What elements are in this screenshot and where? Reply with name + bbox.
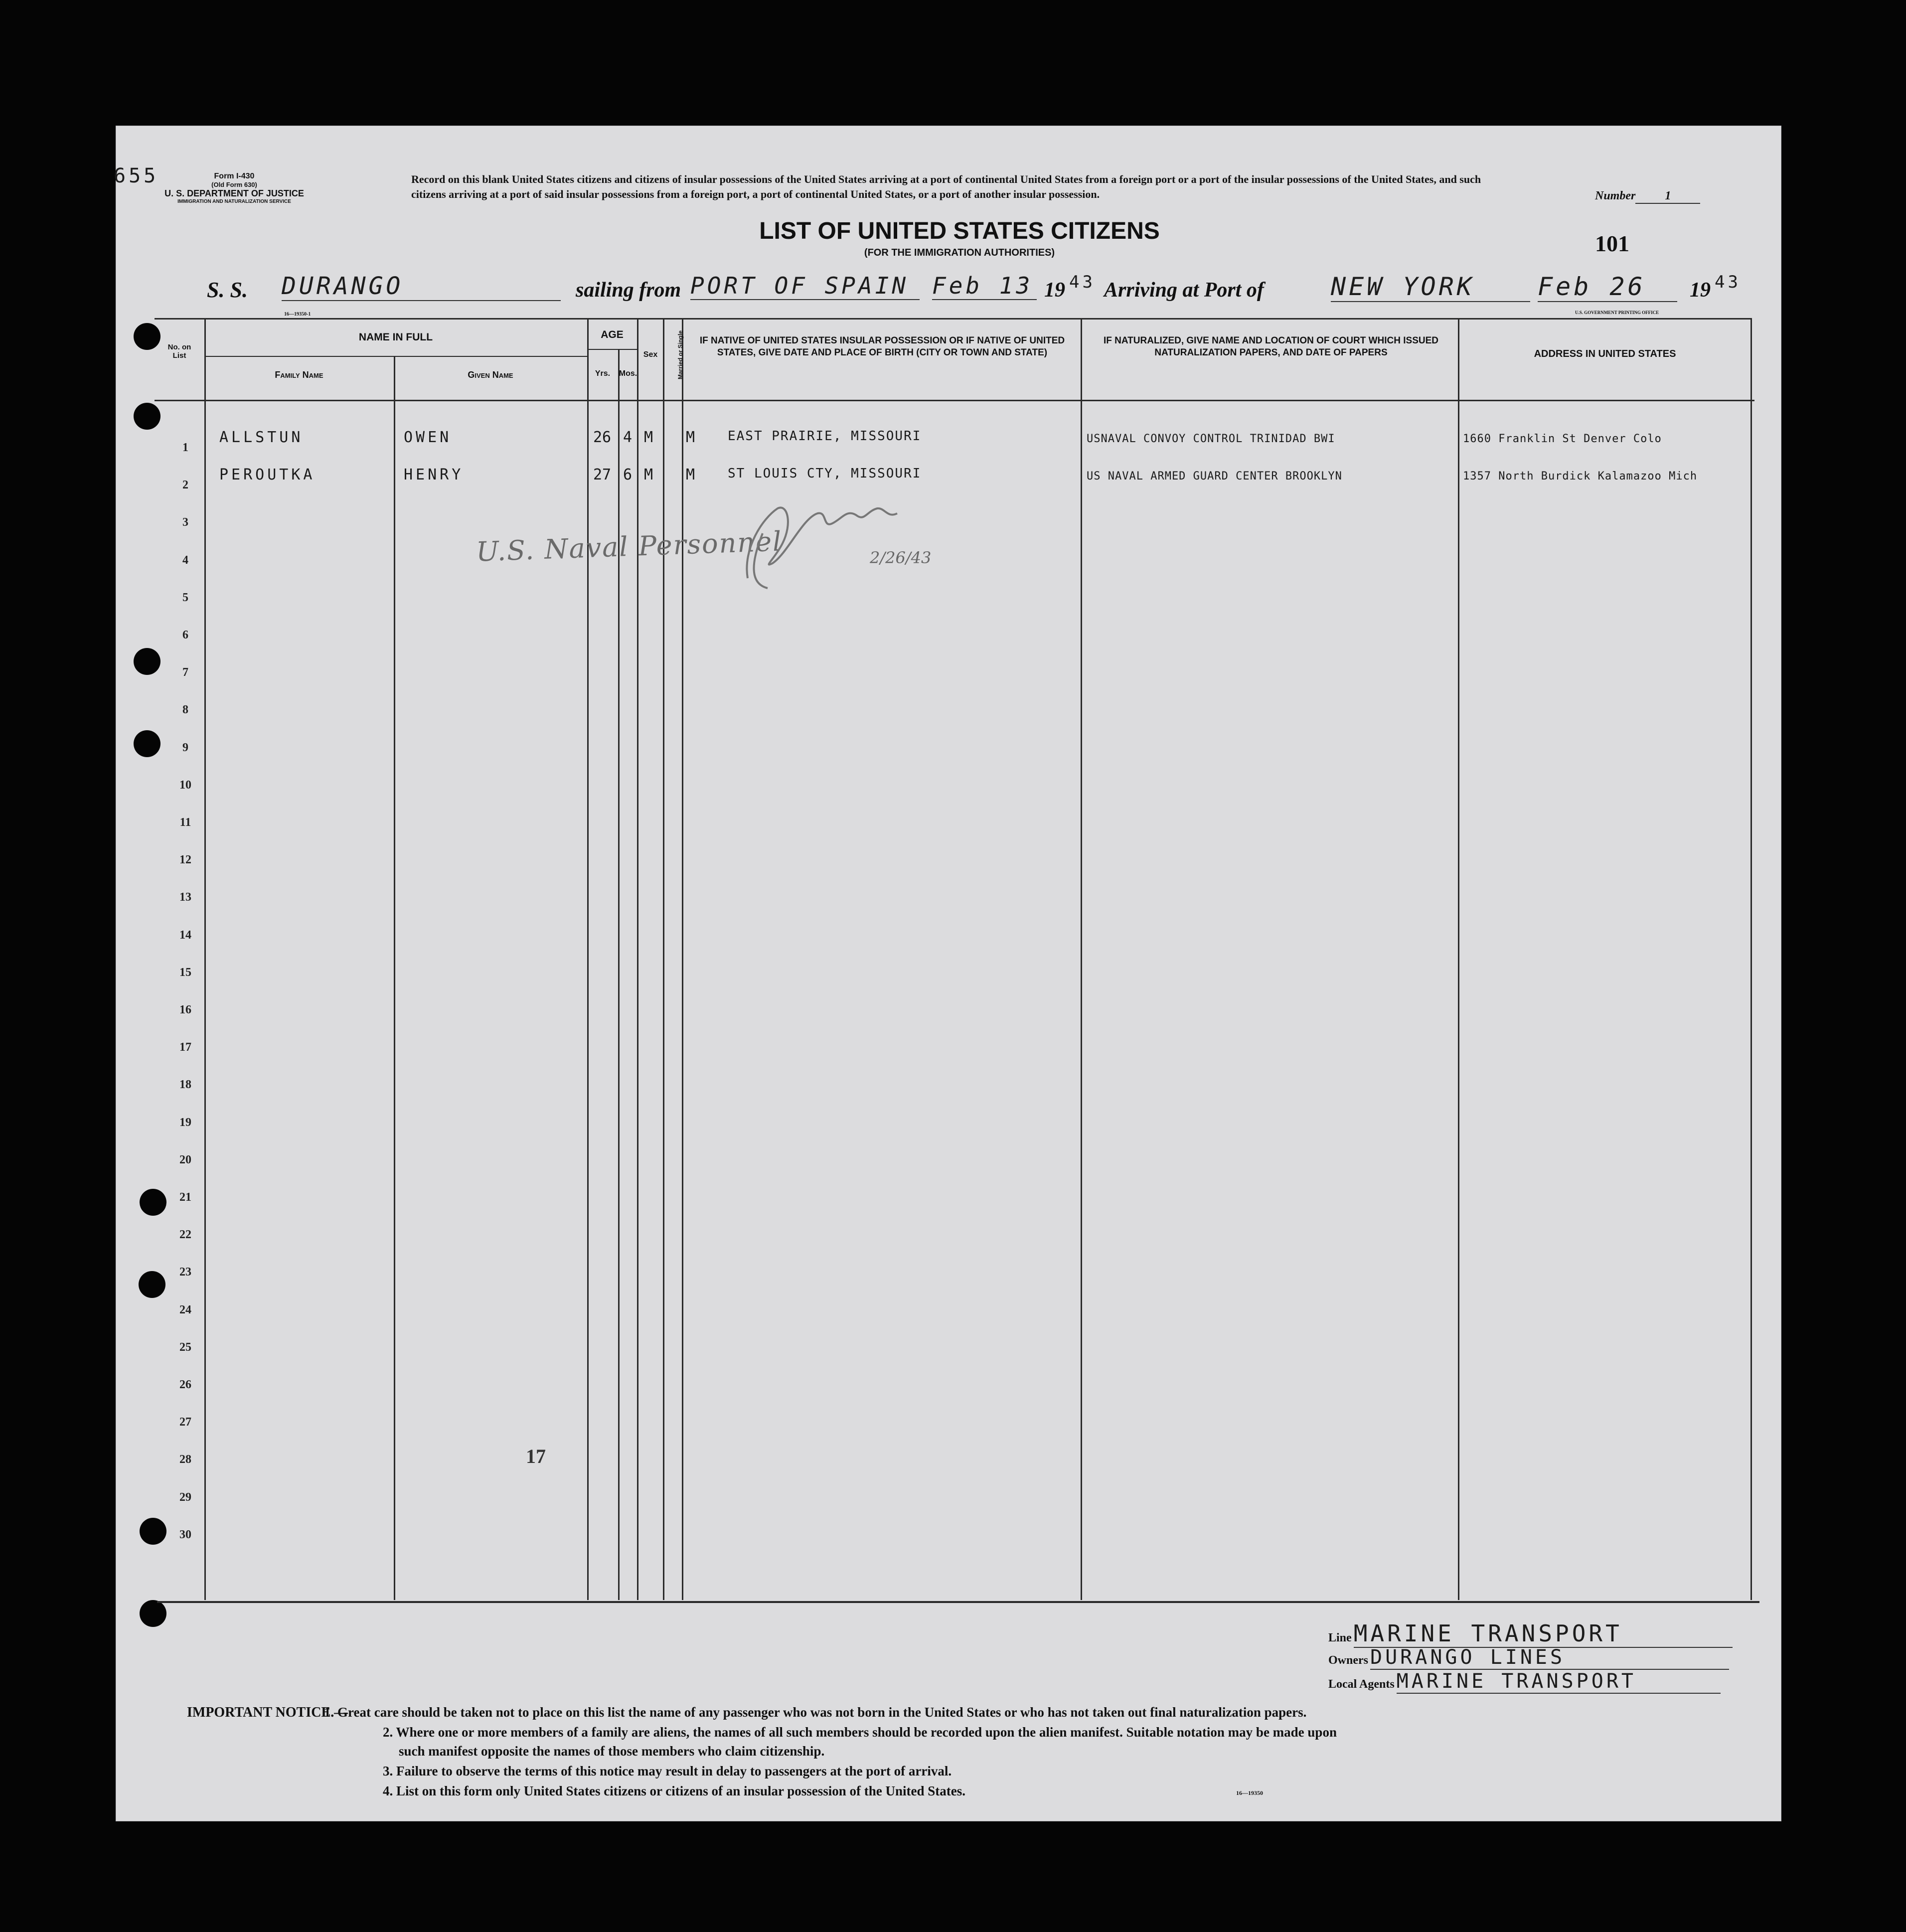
age-subheader-rule <box>587 349 637 350</box>
number-value: 1 <box>1635 189 1700 204</box>
row-number: 22 <box>179 1228 191 1242</box>
port-from: PORT OF SPAIN <box>690 272 920 300</box>
col-divider-sex <box>663 319 664 1600</box>
old-form: (Old Form 630) <box>211 181 257 188</box>
row-number: 8 <box>182 703 188 717</box>
corner-note: 655 <box>114 164 159 187</box>
age-months-cell: 4 <box>623 429 633 446</box>
sex-cell: M <box>644 466 653 484</box>
row-number: 12 <box>179 853 191 867</box>
col-divider-no <box>204 319 206 1600</box>
row-number: 19 <box>179 1116 191 1129</box>
address-cell: 1660 Franklin St Denver Colo <box>1463 433 1662 445</box>
row-number: 29 <box>179 1490 191 1504</box>
port-to: NEW YORK <box>1331 272 1530 302</box>
row-number: 4 <box>182 553 188 567</box>
form-number: Form I-430 <box>214 172 255 180</box>
col-divider-given <box>587 319 589 1600</box>
agents-value: MARINE TRANSPORT <box>1397 1670 1721 1694</box>
owners-field <box>1328 1646 1747 1670</box>
table-top-rule <box>155 318 1752 320</box>
header-no-on-list: No. on List <box>167 343 191 360</box>
row-number: 28 <box>179 1453 191 1466</box>
row-number: 11 <box>179 816 191 829</box>
sex-cell: M <box>644 429 653 446</box>
stamp-date: 2/26/43 <box>870 548 932 567</box>
department: U. S. DEPARTMENT OF JUSTICE <box>164 188 304 198</box>
col-divider-family <box>394 356 395 1600</box>
header-married-single: Married or Single <box>677 330 684 380</box>
name-subheader-rule <box>204 356 587 357</box>
row-number: 16 <box>179 1003 191 1016</box>
col-divider-mos <box>637 319 638 1600</box>
arriving-label: Arriving at Port of <box>1104 279 1264 302</box>
family-name-cell: PEROUTKA <box>219 466 316 484</box>
row-number: 3 <box>182 516 188 529</box>
row-number: 24 <box>179 1303 191 1316</box>
header-yrs: Yrs. <box>595 369 611 378</box>
row-number: 1 <box>182 441 188 454</box>
row-number: 5 <box>182 591 188 604</box>
depart-year: 43 <box>1069 272 1096 292</box>
page-number: 101 <box>1595 231 1629 256</box>
line-value: MARINE TRANSPORT <box>1354 1620 1733 1648</box>
line-field <box>1328 1620 1747 1648</box>
printing-office: U.S. GOVERNMENT PRINTING OFFICE <box>1575 310 1659 315</box>
row-number: 13 <box>179 891 191 904</box>
col-divider-naturalized <box>1458 319 1459 1600</box>
birthplace-cell: EAST PRAIRIE, MISSOURI <box>728 429 922 444</box>
row-number: 17 <box>179 1041 191 1054</box>
arrive-date: Feb 26 <box>1538 272 1677 302</box>
form-id-block <box>150 172 319 204</box>
notice-title: IMPORTANT NOTICE.— <box>187 1705 348 1720</box>
line-label: Line <box>1328 1631 1352 1644</box>
punch-hole <box>139 1271 165 1298</box>
header-family-name: Family Name <box>275 370 323 380</box>
header-given-name: Given Name <box>468 370 513 380</box>
family-name-cell: ALLSTUN <box>219 429 304 446</box>
service: IMMIGRATION AND NATURALIZATION SERVICE <box>177 199 291 204</box>
punch-hole <box>134 323 160 350</box>
row-number: 2 <box>182 479 188 492</box>
agents-field <box>1328 1670 1747 1694</box>
punch-hole <box>134 648 160 675</box>
notice-2: 2. Where one or more members of a family are aliens, the names of all such members should be recorded upon the alien manifest. Suitable notation may be made upon <box>383 1725 1337 1740</box>
owners-label: Owners <box>1328 1654 1368 1667</box>
header-address: ADDRESS IN UNITED STATES <box>1534 348 1676 359</box>
row-number: 15 <box>179 966 191 979</box>
page-title: LIST OF UNITED STATES CITIZENS <box>759 218 1160 244</box>
row-number: 20 <box>179 1153 191 1166</box>
age-months-cell: 6 <box>623 466 633 484</box>
row-number: 30 <box>179 1528 191 1541</box>
col-divider-address <box>1750 319 1752 1600</box>
header-mos: Mos. <box>619 369 637 378</box>
row-number: 6 <box>182 629 188 642</box>
arrive-year-prefix: 19 <box>1690 279 1711 302</box>
row-number: 25 <box>179 1340 191 1354</box>
marital-status-cell: M <box>686 429 695 446</box>
header-sex: Sex <box>643 350 658 359</box>
punch-hole <box>140 1189 166 1216</box>
notice-3: 3. Failure to observe the terms of this notice may result in delay to passengers at the port of arrival. <box>383 1764 952 1778</box>
row-number: 10 <box>179 778 191 792</box>
punch-hole <box>140 1600 166 1627</box>
row-number: 18 <box>179 1078 191 1092</box>
arrive-year: 43 <box>1715 272 1741 292</box>
row-number: 9 <box>182 741 188 754</box>
tally-number: 17 <box>526 1445 546 1467</box>
page-subtitle: (FOR THE IMMIGRATION AUTHORITIES) <box>864 247 1055 258</box>
age-years-cell: 26 <box>593 429 612 446</box>
row-number: 14 <box>179 928 191 942</box>
notice-2-cont: such manifest opposite the names of those members who claim citizenship. <box>399 1744 825 1759</box>
col-divider-birth <box>1081 319 1082 1600</box>
header-birth: IF NATIVE OF UNITED STATES INSULAR POSSESSION OR IF NATIVE OF UNITED STATES, GIVE DATE AND PLACE OF BIRTH (CITY OR TOWN AND STATE) <box>699 335 1065 358</box>
footer-code: 16—19350 <box>1236 1789 1263 1796</box>
naturalization-cell: USNAVAL CONVOY CONTROL TRINIDAD BWI <box>1087 433 1335 445</box>
naval-personnel-note: U.S. Naval Personnel <box>476 525 783 568</box>
ss-label: S. S. <box>207 278 248 302</box>
row-number: 21 <box>179 1191 191 1204</box>
col-divider-marital <box>682 319 683 1600</box>
row-number: 7 <box>182 666 188 679</box>
header-name-in-full: NAME IN FULL <box>358 331 433 343</box>
depart-year-prefix: 19 <box>1044 279 1065 302</box>
age-years-cell: 27 <box>593 466 612 484</box>
punch-hole <box>140 1518 166 1545</box>
voyage-line <box>207 272 1741 307</box>
table-bottom-rule <box>157 1601 1759 1603</box>
sailing-label: sailing from <box>576 279 681 302</box>
print-code: 16—19350-1 <box>284 312 311 317</box>
number-field <box>1595 189 1700 204</box>
notice-4: 4. List on this form only United States citizens or citizens of an insular possession of the United States. <box>383 1783 966 1798</box>
given-name-cell: OWEN <box>404 429 452 446</box>
agents-label: Local Agents <box>1328 1678 1395 1691</box>
inspector-signature <box>733 488 912 598</box>
instructions: Record on this blank United States citizens and citizens of insular possessions of the United States arriving at a port of continental United States from a foreign port or a port of the insular possessions of the United States, and such citizens arriving at a port of said insular possessions from a foreign port, a port of continental United States, or a port of another insular possession. <box>411 173 1481 200</box>
header-age: AGE <box>601 329 624 340</box>
owners-value: DURANGO LINES <box>1370 1646 1729 1670</box>
punch-hole <box>134 403 160 430</box>
punch-hole <box>134 730 160 757</box>
number-label: Number <box>1595 189 1636 202</box>
birthplace-cell: ST LOUIS CTY, MISSOURI <box>728 466 922 482</box>
ship-name: DURANGO <box>282 272 561 301</box>
notice-1: 1. Great care should be taken not to place on this list the name of any passenger who was not born in the United States or who has not taken out final naturalization papers. <box>324 1705 1307 1720</box>
naturalization-cell: US NAVAL ARMED GUARD CENTER BROOKLYN <box>1087 470 1342 483</box>
row-number: 27 <box>179 1416 191 1429</box>
header-naturalized: IF NATURALIZED, GIVE NAME AND LOCATION OF COURT WHICH ISSUED NATURALIZATION PAPERS, AND DATE OF PAPERS <box>1103 335 1438 358</box>
depart-date: Feb 13 <box>932 272 1037 300</box>
given-name-cell: HENRY <box>404 466 464 484</box>
row-number: 23 <box>179 1266 191 1279</box>
marital-status-cell: M <box>686 466 695 484</box>
address-cell: 1357 North Burdick Kalamazoo Mich <box>1463 470 1698 483</box>
row-number: 26 <box>179 1378 191 1391</box>
